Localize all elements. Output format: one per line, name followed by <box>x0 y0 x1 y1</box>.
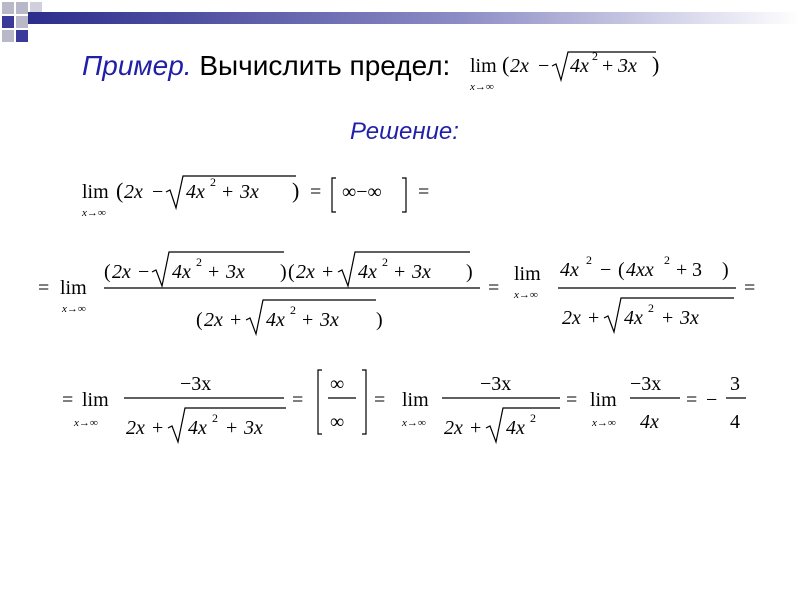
plus-sign: + <box>208 261 220 283</box>
exponent: 2 <box>648 301 654 315</box>
exponent: 2 <box>592 49 598 63</box>
term-2x: 2x <box>510 55 529 77</box>
close-paren: ) <box>652 52 660 77</box>
term-2x: 2x <box>112 261 131 283</box>
lim-text: lim <box>514 263 541 285</box>
minus-sign: − <box>138 261 150 283</box>
example-label: Пример. <box>82 50 192 81</box>
term-3x: 3x <box>412 261 431 283</box>
plus-sign: + <box>394 261 406 283</box>
equals-sign: = <box>310 181 322 203</box>
equals-sign: = <box>374 389 386 411</box>
term-4x: 4x <box>506 417 525 439</box>
term-4x: 4x <box>186 181 205 203</box>
close-paren: ) <box>376 309 383 331</box>
inf-denominator: ∞ <box>330 411 345 433</box>
plus-sign: + <box>302 309 314 331</box>
plus-sign: + <box>322 261 334 283</box>
open-paren: ( <box>196 309 203 331</box>
lim-subscript: x→∞ <box>470 81 494 93</box>
equals-sign: = <box>488 277 500 299</box>
exponent: 2 <box>664 253 670 267</box>
term-4x: 4x <box>624 307 643 329</box>
right-bracket <box>362 370 366 434</box>
header-band-graphic <box>0 0 800 48</box>
close-paren: ) <box>292 178 300 203</box>
plus-sign: + <box>602 55 614 77</box>
term-2x: 2x <box>204 309 223 331</box>
left-bracket <box>318 370 322 434</box>
term-2x: 2x <box>126 417 145 439</box>
denominator-4: 4 <box>730 411 740 433</box>
term-4x: 4x <box>570 55 589 77</box>
plus-sign: + <box>588 307 600 329</box>
minus-sign: − <box>538 55 550 77</box>
term-3x: 3x <box>226 261 245 283</box>
term-2x: 2x <box>562 307 581 329</box>
term-4x: 4x <box>358 261 377 283</box>
term-3: 3 <box>692 259 702 281</box>
term-4x: 4x <box>266 309 285 331</box>
term-3x: 3x <box>680 307 699 329</box>
close-paren: ) <box>280 261 287 283</box>
term-3x: 3x <box>240 181 259 203</box>
equals-sign: = <box>418 181 430 203</box>
open-paren: ( <box>116 178 124 203</box>
plus-sign: + <box>662 307 674 329</box>
equals-sign: = <box>566 389 578 411</box>
title-limit-formula <box>468 48 688 98</box>
open-paren: ( <box>104 261 111 283</box>
lim-text: lim <box>402 389 429 411</box>
exponent: 2 <box>212 411 218 425</box>
open-paren: ( <box>502 52 510 77</box>
exponent: 2 <box>586 253 592 267</box>
solution-line-1 <box>80 168 450 224</box>
equals-sign: = <box>62 389 74 411</box>
term-4x: 4x <box>188 417 207 439</box>
plus-sign: + <box>230 309 242 331</box>
term-minus-3x: −3x <box>480 373 512 395</box>
exponent: 2 <box>290 303 296 317</box>
plus-sign: + <box>152 417 164 439</box>
left-bracket <box>332 178 336 212</box>
equals-sign: = <box>38 277 50 299</box>
lim-subscript: x→∞ <box>514 289 538 301</box>
term-4xx: 4xx <box>626 259 654 281</box>
exponent: 2 <box>196 255 202 269</box>
term-3x: 3x <box>244 417 263 439</box>
term-2x: 2x <box>124 181 143 203</box>
lim-text: lim <box>82 181 109 203</box>
lim-text: lim <box>82 389 109 411</box>
term-2x: 2x <box>296 261 315 283</box>
equals-sign: = <box>744 277 756 299</box>
term-minus-3x: −3x <box>630 373 662 395</box>
minus-sign: − <box>152 181 164 203</box>
term-3x: 3x <box>618 55 637 77</box>
lim-text: lim <box>60 277 87 299</box>
term-4x: 4x <box>640 411 659 433</box>
header-decoration <box>0 0 800 48</box>
plus-sign: + <box>470 417 482 439</box>
solution-line-2 <box>36 244 776 340</box>
equals-sign: = <box>686 389 698 411</box>
solution-line-3 <box>60 364 760 444</box>
equals-sign: = <box>292 389 304 411</box>
task-statement <box>82 50 450 82</box>
open-paren: ( <box>618 259 625 281</box>
task-text: Вычислить предел: <box>199 50 451 81</box>
term-4x: 4x <box>560 259 579 281</box>
plus-sign: + <box>226 417 238 439</box>
lim-subscript: x→∞ <box>402 417 426 429</box>
exponent: 2 <box>210 175 216 189</box>
inf-minus-inf: ∞−∞ <box>342 181 382 203</box>
close-paren: ) <box>722 259 729 281</box>
lim-subscript: x→∞ <box>82 207 106 219</box>
lim-text: lim <box>470 55 497 77</box>
lim-text: lim <box>590 389 617 411</box>
lim-subscript: x→∞ <box>592 417 616 429</box>
term-4x: 4x <box>172 261 191 283</box>
exponent: 2 <box>382 255 388 269</box>
numerator-3: 3 <box>730 373 740 395</box>
solution-label: Решение: <box>350 118 459 145</box>
inf-numerator: ∞ <box>330 373 345 395</box>
term-minus-3x: −3x <box>180 373 212 395</box>
right-bracket <box>402 178 406 212</box>
minus-sign: − <box>600 259 612 281</box>
term-3x: 3x <box>320 309 339 331</box>
open-paren: ( <box>288 261 295 283</box>
lim-subscript: x→∞ <box>62 303 86 315</box>
close-paren: ) <box>466 261 473 283</box>
minus-sign: − <box>706 389 718 411</box>
lim-subscript: x→∞ <box>74 417 98 429</box>
plus-sign: + <box>222 181 234 203</box>
term-2x: 2x <box>444 417 463 439</box>
plus-sign: + <box>676 259 688 281</box>
exponent: 2 <box>530 411 536 425</box>
